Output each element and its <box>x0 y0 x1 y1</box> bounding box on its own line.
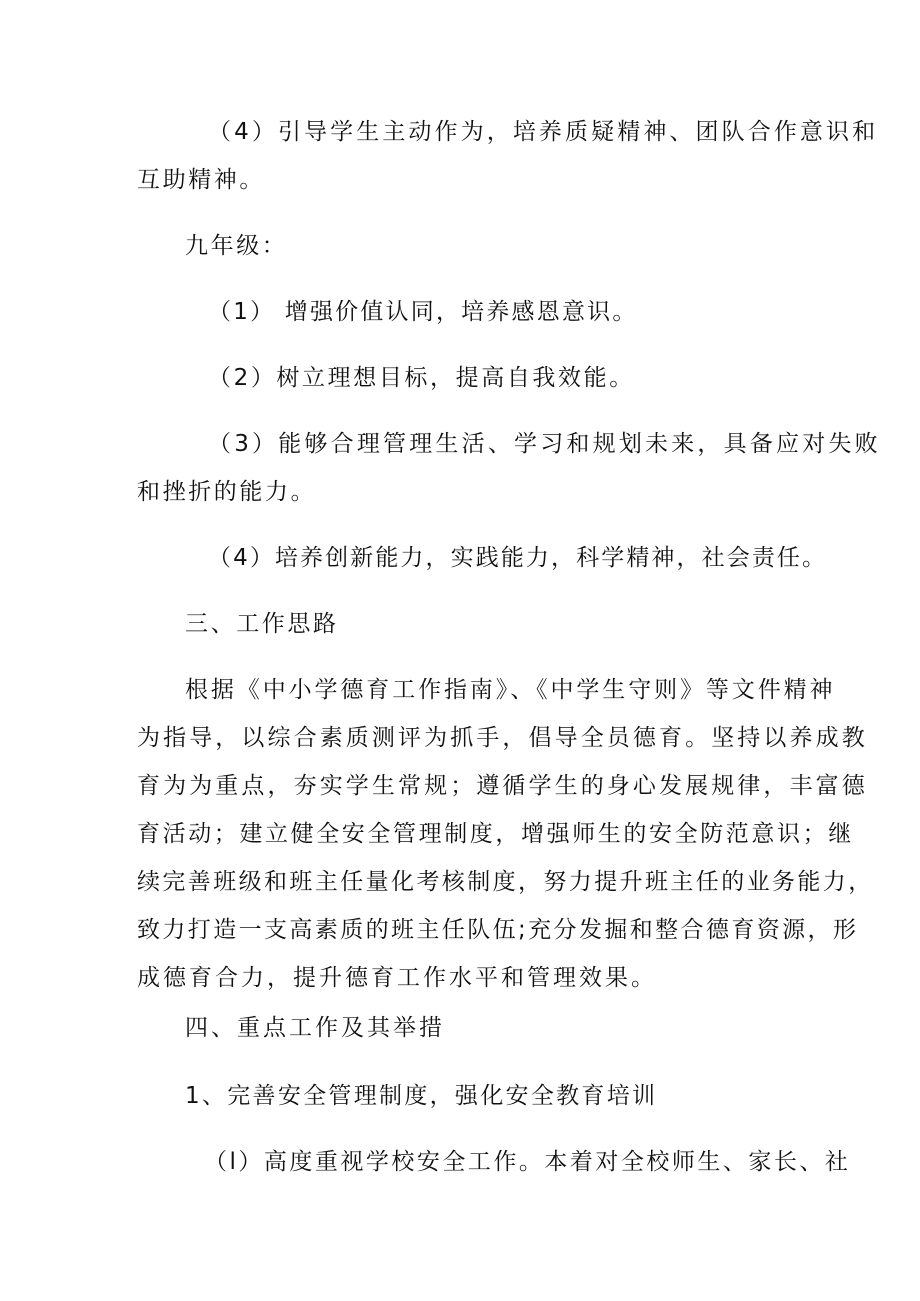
grade9-item-3-line-1: （3）能够合理管理生活、学习和规划未来，具备应对失败 <box>208 431 881 457</box>
section-3-paragraph-line-7: 成德育合力，提升德育工作水平和管理效果。 <box>137 965 657 991</box>
section-3-paragraph-line-3: 育为为重点，夯实学生常规；遵循学生的身心发展规律，丰富德 <box>137 773 868 799</box>
grade8-item-4-line-1: （4）引导学生主动作为，培养质疑精神、团队合作意识和 <box>208 119 879 145</box>
section-3-heading: 三、工作思路 <box>185 611 339 637</box>
section-4-subheading-1: 1、完善安全管理制度，强化安全教育培训 <box>185 1083 658 1109</box>
section-3-paragraph-line-4: 育活动；建立健全安全管理制度，增强师生的安全防范意识；继 <box>137 821 854 847</box>
grade9-item-2: （2）树立理想目标，提高自我效能。 <box>208 365 635 391</box>
section-4-heading: 四、重点工作及其举措 <box>185 1015 445 1041</box>
grade9-heading: 九年级： <box>185 233 288 259</box>
section-3-paragraph-line-1: 根据《中小学德育工作指南》、《中学生守则》等文件精神 <box>185 677 836 703</box>
section-4-item-1-line-1: （l）高度重视学校安全工作。本着对全校师生、家长、社 <box>204 1149 851 1175</box>
grade9-item-3-line-2: 和挫折的能力。 <box>137 479 317 505</box>
grade9-item-4: （4）培养创新能力，实践能力，科学精神，社会责任。 <box>208 545 828 571</box>
section-3-paragraph-line-2: 为指导，以综合素质测评为抓手，倡导全员德育。坚持以养成教 <box>137 725 868 751</box>
section-3-paragraph-line-5: 续完善班级和班主任量化考核制度，努力提升班主任的业务能力， <box>137 869 874 895</box>
grade8-item-4-line-2: 互助精神。 <box>137 167 265 193</box>
section-3-paragraph-line-6: 致力打造一支高素质的班主任队伍;充分发掘和整合德育资源，形 <box>137 917 859 943</box>
grade9-item-1: （1） 增强价值认同，培养感恩意识。 <box>208 299 638 325</box>
